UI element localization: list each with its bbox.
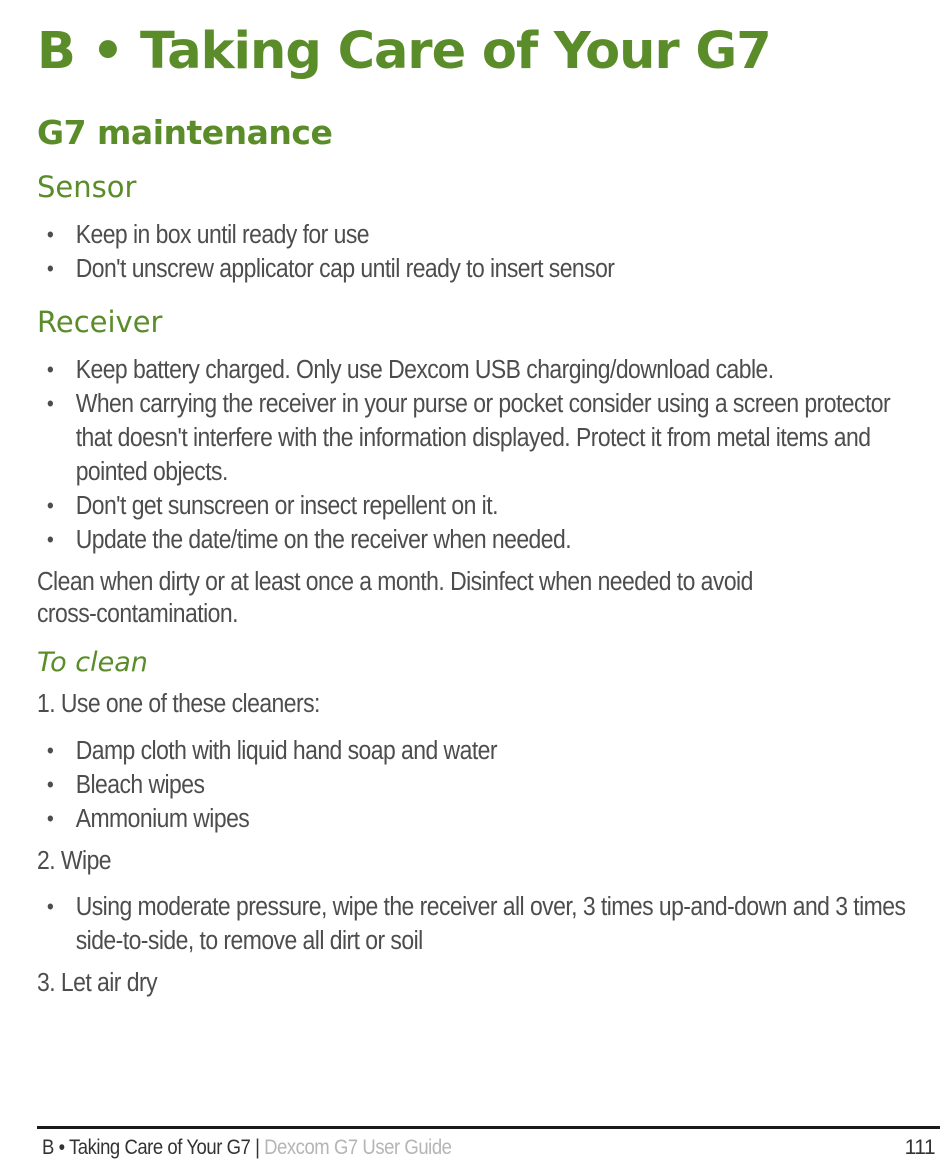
footer-left bbox=[42, 1136, 452, 1160]
step-3: 3. Let air dry bbox=[37, 969, 158, 997]
footer-guide-title: Dexcom G7 User Guide bbox=[264, 1136, 452, 1159]
list-item: • Bleach wipes bbox=[46, 771, 205, 799]
receiver-bullet-list bbox=[37, 353, 917, 557]
step-1: 1. Use one of these cleaners: bbox=[37, 690, 320, 718]
section-title: G7 maintenance bbox=[37, 113, 333, 152]
list-item: • Update the date/time on the receiver when needed. bbox=[46, 526, 572, 554]
chapter-title: B • Taking Care of Your G7 bbox=[37, 22, 771, 81]
clean-note: Clean when dirty or at least once a month. Disinfect when needed to avoid cross-contamination. bbox=[37, 568, 753, 628]
list-item: • Don't get sunscreen or insect repellent on it. bbox=[46, 492, 498, 520]
wipe-bullet-list bbox=[37, 890, 917, 958]
list-item: • Keep battery charged. Only use Dexcom USB charging/download cable. bbox=[46, 356, 774, 384]
list-item: • Using moderate pressure, wipe the receiver all over, 3 times up-and-down and 3 times side-to-side, to remove all dirt or soil bbox=[46, 893, 906, 955]
list-item: • Don't unscrew applicator cap until ready to insert sensor bbox=[46, 255, 615, 283]
footer-divider bbox=[37, 1126, 940, 1129]
list-item: • When carrying the receiver in your purse or pocket consider using a screen protector that doesn't interfere with the information displayed. Protect it from metal items and pointed objects. bbox=[46, 390, 891, 486]
cleaners-bullet-list bbox=[37, 734, 917, 836]
list-item: • Ammonium wipes bbox=[46, 805, 250, 833]
footer-chapter: B • Taking Care of Your G7 bbox=[42, 1136, 251, 1159]
sensor-bullet-list bbox=[37, 218, 917, 286]
page-number: 111 bbox=[904, 1136, 935, 1159]
to-clean-heading: To clean bbox=[37, 647, 148, 678]
footer-separator: | bbox=[250, 1136, 265, 1159]
list-item: • Keep in box until ready for use bbox=[46, 221, 369, 249]
sensor-heading: Sensor bbox=[37, 170, 137, 204]
list-item: • Damp cloth with liquid hand soap and water bbox=[46, 737, 497, 765]
receiver-heading: Receiver bbox=[37, 305, 163, 339]
step-2: 2. Wipe bbox=[37, 847, 112, 875]
